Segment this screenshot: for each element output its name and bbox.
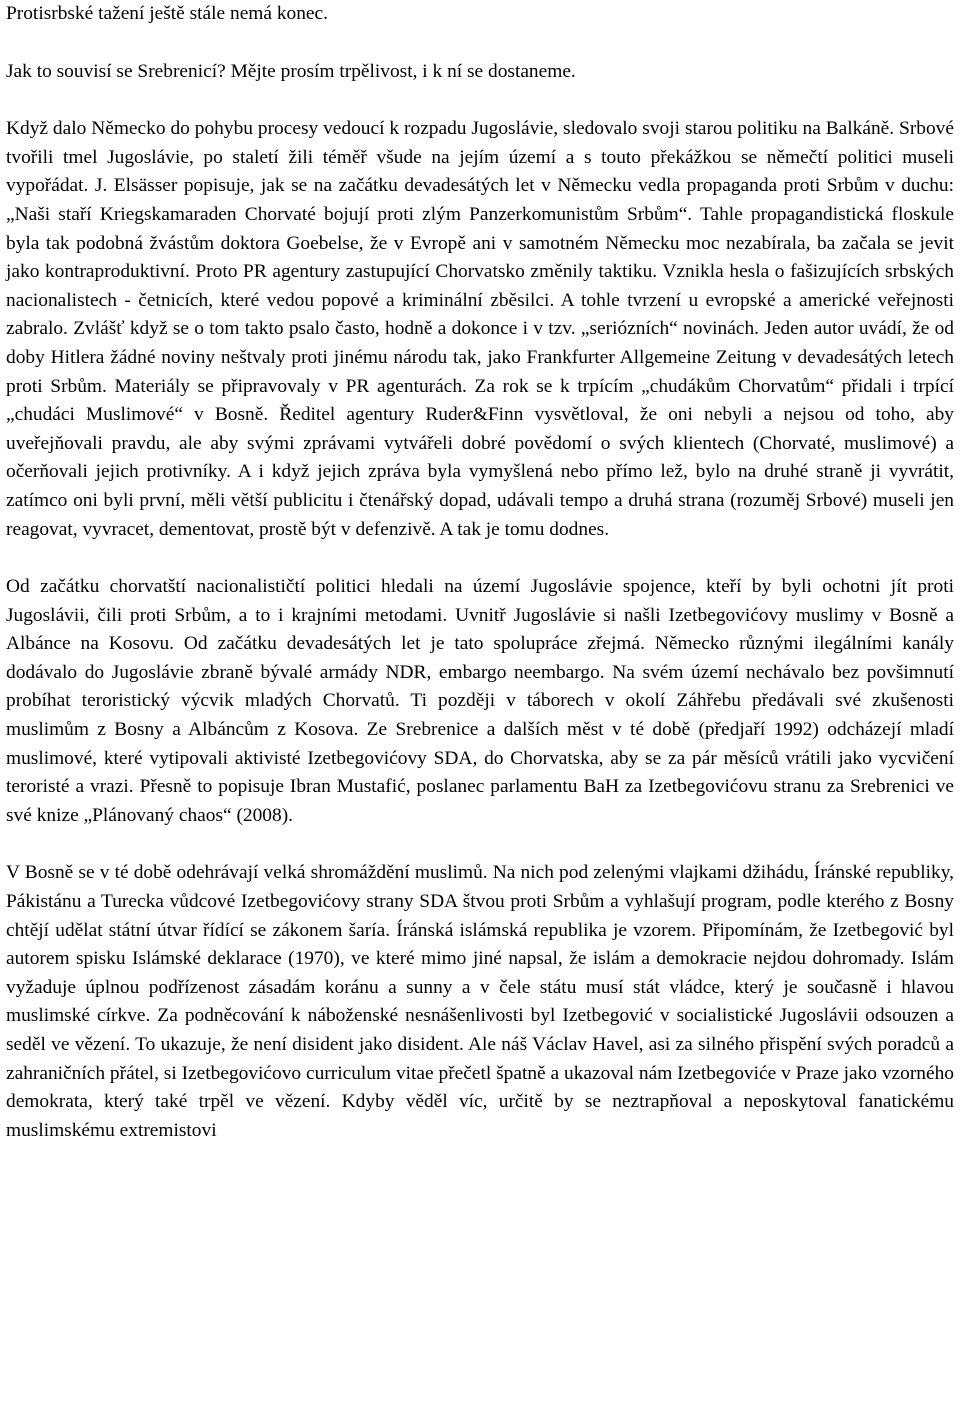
- paragraph-srebrenica-question: Jak to souvisí se Srebrenicí? Mějte prosím trpělivost, i k ní se dostaneme.: [6, 60, 576, 82]
- paragraph-croatian-allies: Od začátku chorvatští nacionalističtí politici hledali na území Jugoslávie spojence, kteří by byli ochotni jít proti Jugoslávii, čili proti Srbům, a to i krajními metodami. Uvnitř Jugoslávie si našli Izetbegovićovy muslimy v Bosně a Albánce na Kosovu. Od začátku devadesátých let je tato spolupráce zřejmá. Německo různými ilegálními kanály dodávalo do Jugoslávie zbraně bývalé armády NDR, embargo neembargo. Na svém území nechávalo bez povšimnutí probíhat teroristický výcvik mladých Chorvatů. Ti později v táborech v okolí Záhřebu předávali své zkušenosti muslimům z Bosny a Albáncům z Kosova. Ze Srebrenice a dalších měst v té době (předjaří 1992) odcházejí mladí muslimové, které vytipovali aktivisté Izetbegovićovy SDA, do Chorvatska, aby se za pár měsíců vrátili jako vycvičení teroristé a vrazi. Přesně to popisuje Ibran Mustafić, poslanec parlamentu BaH za Izetbegovićovu stranu za Srebrenici ve své knize „Plánovaný chaos“ (2008).: [6, 576, 954, 826]
- paragraph-bosnia-gatherings: V Bosně se v té době odehrávají velká shromáždění muslimů. Na nich pod zelenými vlajkami džihádu, Íránské republiky, Pákistánu a Turecka vůdcové Izetbegovićovy strany SDA štvou proti Srbům a vyhlašují program, podle kterého z Bosny chtějí udělat státní útvar řídící se zákonem šaría. Íránská islámská republika je vzorem. Připomínám, že Izetbegović byl autorem spisku Islámské deklarace (1970), ve které mimo jiné napsal, že islám a demokracie nejdou dohromady. Islám vyžaduje úplnou podřízenost zásadám koránu a sunny a v čele státu musí stát vládce, který je současně i hlavou muslimské církve. Za podněcování k náboženské nesnášenlivosti byl Izetbegović v socialistické Jugoslávii odsouzen a seděl ve vězení. To ukazuje, že není disident jako disident. Ale náš Václav Havel, asi za silného přispění svých poradců a zahraničních přátel, si Izetbegovićovo curriculum vitae přečetl špatně a ukazoval nám Izetbegoviće v Praze jako vzorného demokrata, který také trpěl ve vězení. Kdyby věděl víc, určitě by se neztrapňoval a neposkytoval fanatickému muslimskému extremistovi: [6, 862, 954, 1141]
- paragraph-germany-propaganda: Když dalo Německo do pohybu procesy vedoucí k rozpadu Jugoslávie, sledovalo svoji starou politiku na Balkáně. Srbové tvořili tmel Jugoslávie, po staletí žili téměř všude na jejím území a s touto překážkou se němečtí politici museli vypořádat. J. Elsässer popisuje, jak se na začátku devadesátých let v Německu vedla propaganda proti Srbům v duchu: „Naši staří Kriegskamaraden Chorvaté bojují proti zlým Panzerkomunistům Srbům“. Tahle propagandistická floskule byla tak podobná žvástům doktora Goebelse, že v Evropě ani v samotném Německu moc nezabírala, ba začala se jevit jako kontraproduktivní. Proto PR agentury zastupující Chorvatsko změnily taktiku. Vznikla hesla o fašizujících srbských nacionalistech - četnicích, které vedou popové a kriminální zběsilci. A tohle tvrzení u evropské a americké veřejnosti zabralo. Zvlášť když se o tom takto psalo často, hodně a dokonce i v tzv. „seriózních“ novinách. Jeden autor uvádí, že od doby Hitlera žádné noviny neštvaly proti jinému národu tak, jako Frankfurter Allgemeine Zeitung v devadesátých letech proti Srbům. Materiály se připravovaly v PR agenturách. Za rok se k trpícím „chudákům Chorvatům“ přidali i trpící „chudáci Muslimové“ v Bosně. Ředitel agentury Ruder&Finn vysvětloval, že oni nebyli a nejsou od toho, aby uveřejňovali pravdu, ale aby svými zprávami vytvářeli dobré povědomí o svých klientech (Chorvaté, muslimové) a očerňovali jejich protivníky. A i když jejich zpráva byla vymyšlená nebo přímo lež, bylo na druhé straně ji vyvrátit, zatímco oni byli první, měli větší publicitu i čtenářský dopad, udávali tempo a druhá strana (rozuměj Srbové) museli jen reagovat, vyvracet, dementovat, prostě být v defenzivě. A tak je tomu dodnes.: [6, 118, 954, 540]
- paragraph-intro-title: Protisrbské tažení ještě stále nemá konec.: [6, 3, 328, 24]
